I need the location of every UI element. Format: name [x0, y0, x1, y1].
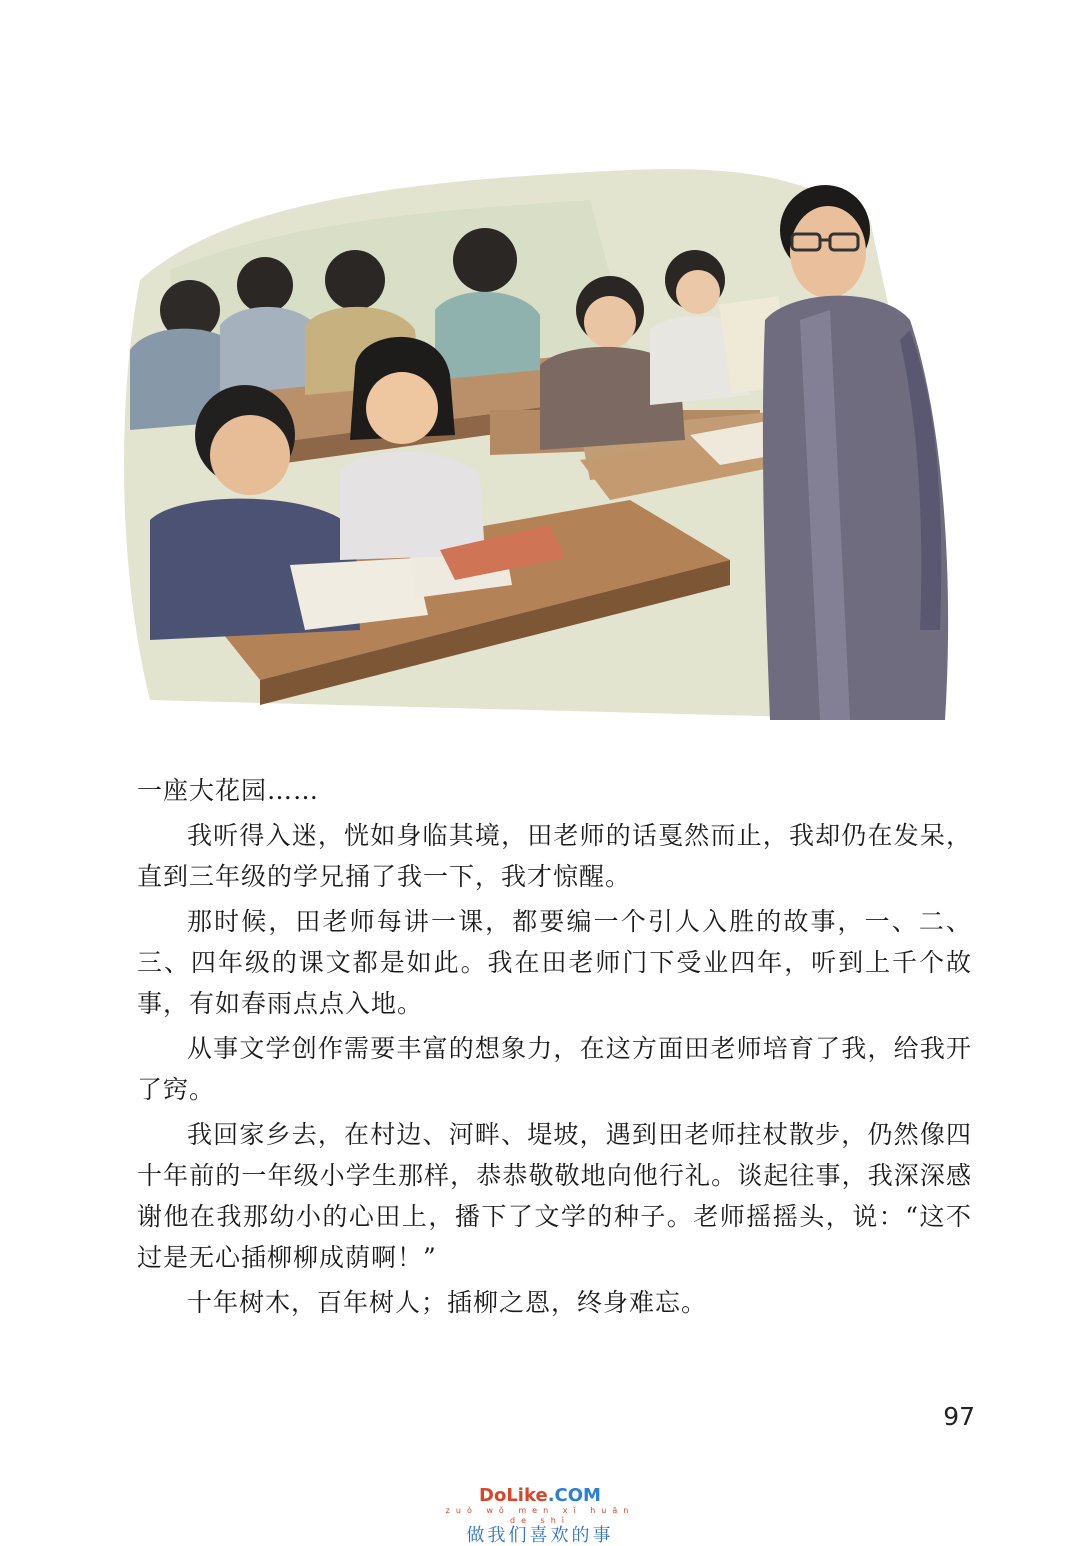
paragraph-2: 我听得入迷，恍如身临其境，田老师的话戛然而止，我却仍在发呆，直到三年级的学兄捅了我一下，我才惊醒。 [137, 821, 972, 891]
paragraph-4: 从事文学创作需要丰富的想象力，在这方面田老师培育了我，给我开了窍。 [137, 1034, 972, 1104]
watermark-slogan: 做我们喜欢的事 [466, 1525, 614, 1546]
paragraph-6: 十年树木，百年树人；插柳之恩，终身难忘。 [187, 1288, 708, 1317]
watermark [440, 1486, 640, 1546]
page-number: 97 [943, 1402, 975, 1431]
paragraph-1: 一座大花园…… [137, 776, 320, 805]
watermark-brand-suffix: .COM [547, 1485, 601, 1506]
watermark-pinyin: zuò wǒ men xǐ huān de shì [445, 1506, 635, 1525]
watermark-brand [440, 1486, 640, 1506]
watermark-brand-main: DoLike [479, 1485, 548, 1506]
paragraph-3: 那时候，田老师每讲一课，都要编一个引人入胜的故事，一、二、三、四年级的课文都是如此。我在田老师门下受业四年，听到上千个故事，有如春雨点点入地。 [137, 907, 972, 1018]
article-text [137, 770, 972, 1323]
classroom-illustration [110, 160, 950, 720]
paragraph-5: 我回家乡去，在村边、河畔、堤坡，遇到田老师拄杖散步，仍然像四十年前的一年级小学生那样，恭恭敬敬地向他行礼。谈起往事，我深深感谢他在我那幼小的心田上，播下了文学的种子。老师摇摇头，说：“这不过是无心插柳柳成荫啊！” [137, 1120, 972, 1272]
